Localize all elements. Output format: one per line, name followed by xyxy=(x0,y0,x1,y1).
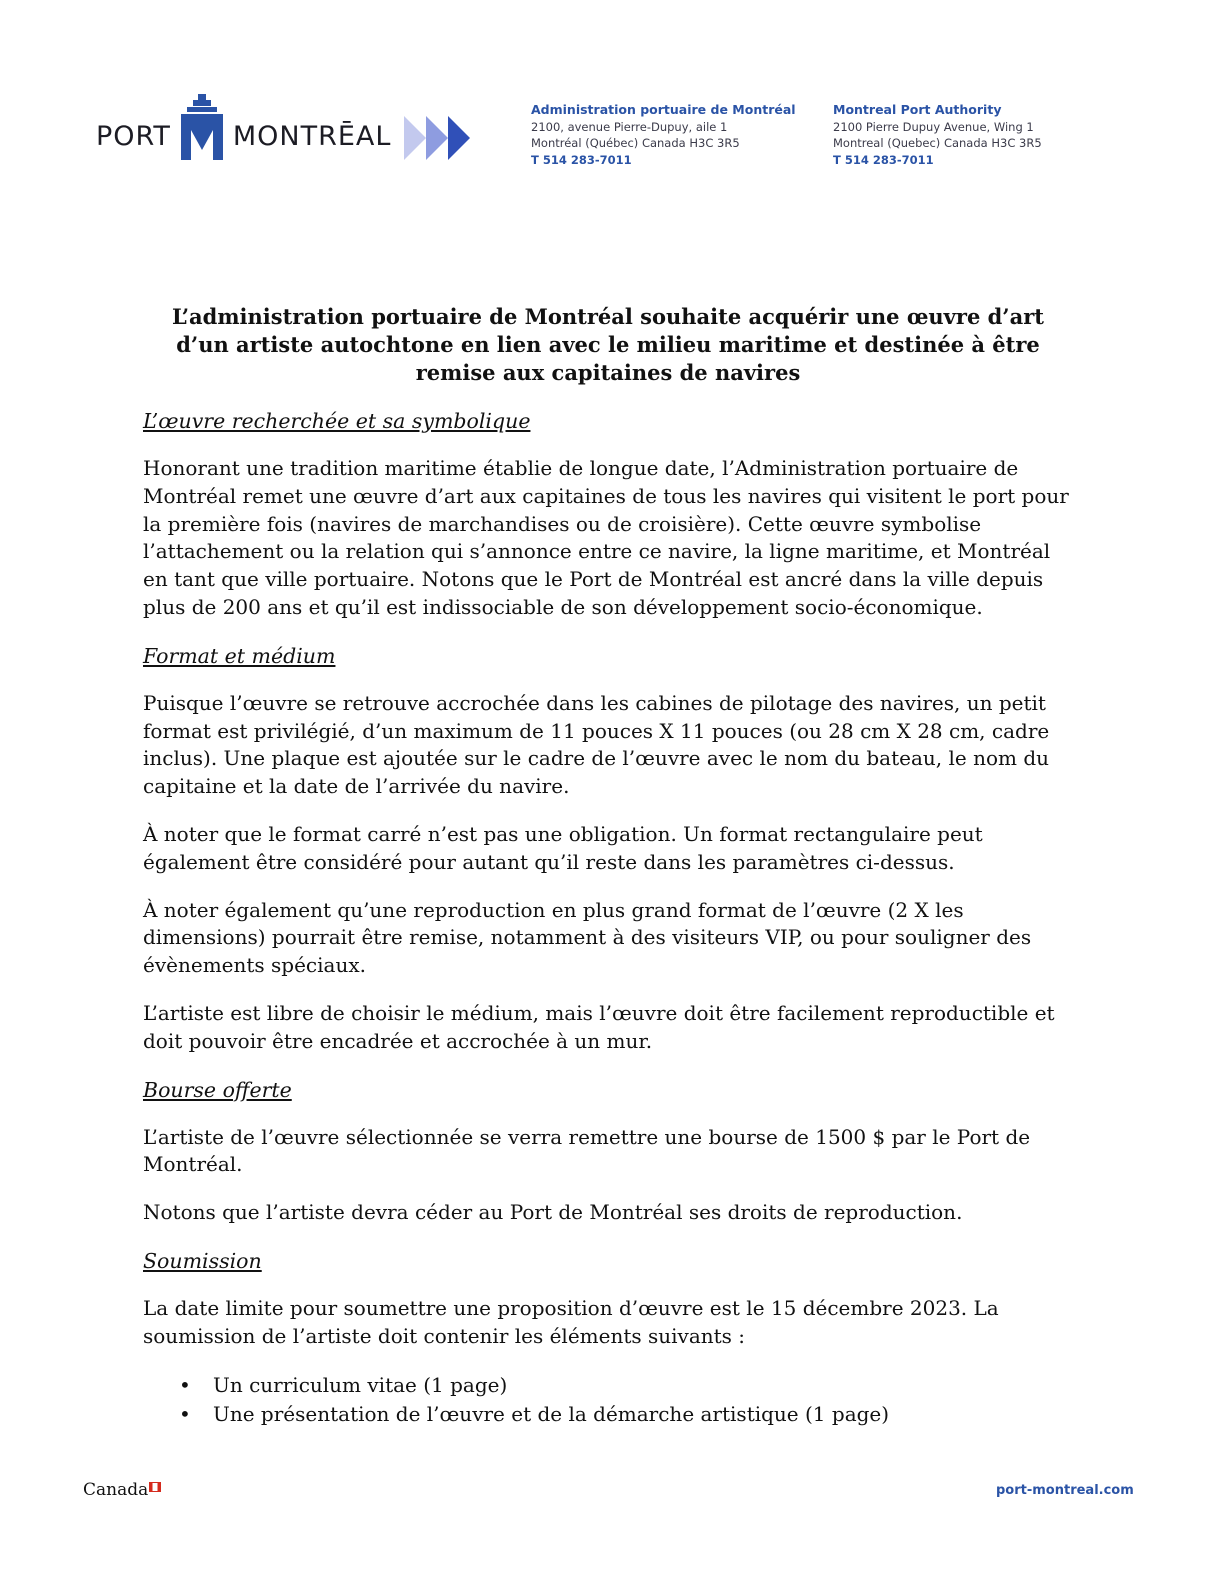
section-heading: Soumission xyxy=(143,1248,262,1273)
canada-text: Canada xyxy=(83,1480,149,1500)
paragraph: Puisque l’œuvre se retrouve accrochée dans les cabines de pilotage des navires, un petit format est privilégié, d’un maximum de 11 pouces X 11 pouces (ou 28 cm X 28 cm, cadre inclus). Une plaque est ajoutée sur le cadre de l’œuvre avec le nom du bateau, le nom du capitaine et la date de l’arrivée du navire. xyxy=(143,690,1050,799)
paragraph: L’artiste est libre de choisir le médium, mais l’œuvre doit être facilement reproductible et doit pouvoir être encadrée et accrochée à un mur. xyxy=(143,1000,1055,1053)
ship-emblem-icon xyxy=(177,94,227,160)
paragraph: À noter également qu’une reproduction en plus grand format de l’œuvre (2 X les dimensions) pourrait être remise, notamment à des visiteurs VIP, ou pour souligner des évènements spéciaux. xyxy=(143,897,1032,978)
website-link[interactable]: port-montreal.com xyxy=(996,1483,1134,1498)
list-item: • Un curriculum vitae (1 page) xyxy=(213,1371,1073,1400)
address-block-french xyxy=(531,102,796,168)
address-line1-fr: 2100, avenue Pierre-Dupuy, aile 1 xyxy=(531,119,728,134)
canada-flag-icon xyxy=(149,1482,161,1492)
address-line2-fr: Montréal (Québec) Canada H3C 3R5 xyxy=(531,136,740,150)
paragraph: À noter que le format carré n’est pas une obligation. Un format rectangulaire peut également être considéré pour autant qu’il reste dans les paramètres ci-dessus. xyxy=(143,821,983,874)
logo-word-left: PORT xyxy=(96,121,171,152)
document-body xyxy=(143,303,1073,1429)
org-name-en: Montreal Port Authority xyxy=(833,102,1002,117)
address-block-english xyxy=(833,102,1042,168)
paragraph: L’artiste de l’œuvre sélectionnée se verra remettre une bourse de 1500 $ par le Port de Montréal. xyxy=(143,1124,1031,1177)
canada-wordmark xyxy=(83,1480,161,1500)
logo-word-right: MONTRĒAL xyxy=(232,121,392,152)
paragraph: Notons que l’artiste devra céder au Port de Montréal ses droits de reproduction. xyxy=(143,1200,963,1225)
phone-en: T 514 283-7011 xyxy=(833,152,934,167)
phone-fr: T 514 283-7011 xyxy=(531,152,632,167)
paragraph: La date limite pour soumettre une proposition d’œuvre est le 15 décembre 2023. La soumission de l’artiste doit contenir les éléments suivants : xyxy=(143,1295,999,1348)
chevron-arrows-icon xyxy=(404,116,472,160)
address-line2-en: Montreal (Quebec) Canada H3C 3R5 xyxy=(833,136,1042,150)
section-heading: Format et médium xyxy=(143,643,336,668)
paragraph: Honorant une tradition maritime établie de longue date, l’Administration portuaire de Montréal remet une œuvre d’art aux capitaines de tous les navires qui visitent le port pour la première fois (navires de marchandises ou de croisière). Cette œuvre symbolise l’attachement ou la relation qui s’annonce entre ce navire, la ligne maritime, et Montréal en tant que ville portuaire. Notons que le Port de Montréal est ancré dans la ville depuis plus de 200 ans et qu’il est indissociable de son développement socio-économique. xyxy=(143,456,1069,619)
letterhead xyxy=(0,0,1224,200)
document-title: L’administration portuaire de Montréal souhaite acquérir une œuvre d’art d’un artiste autochtone en lien avec le milieu maritime et destinée à être remise aux capitaines de navires xyxy=(172,304,1044,385)
address-line1-en: 2100 Pierre Dupuy Avenue, Wing 1 xyxy=(833,119,1034,134)
list-item: • Une présentation de l’œuvre et de la démarche artistique (1 page) xyxy=(213,1400,1073,1429)
requirements-list xyxy=(143,1371,1073,1429)
section-heading: L’œuvre recherchée et sa symbolique xyxy=(143,409,531,433)
org-name-fr: Administration portuaire de Montréal xyxy=(531,102,796,117)
port-montreal-logo xyxy=(96,94,391,160)
section-heading: Bourse offerte xyxy=(143,1077,292,1102)
